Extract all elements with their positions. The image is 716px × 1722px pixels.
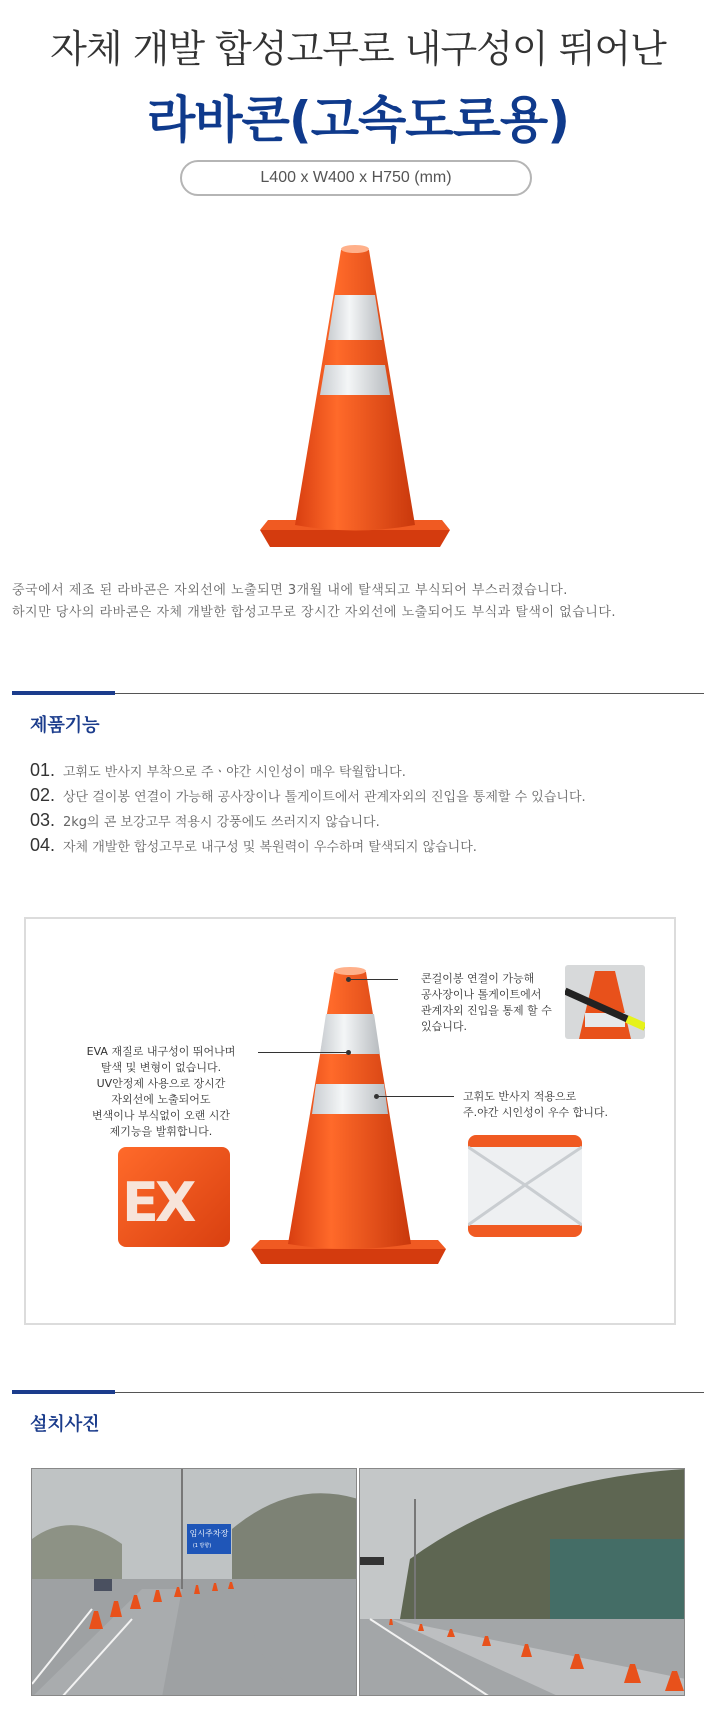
feature-number: 02.	[30, 785, 56, 805]
material-swatch-image	[118, 1147, 230, 1247]
feature-number: 03.	[30, 810, 56, 830]
install-divider	[12, 1392, 704, 1393]
feature-text: 상단 걸이봉 연결이 가능해 공사장이나 톨게이트에서 관계자외의 진입을 통제할 수 있습니다.	[63, 790, 586, 805]
leader-line	[258, 1052, 348, 1053]
install-photo-2	[359, 1468, 685, 1696]
feature-text: 자체 개발한 합성고무로 내구성 및 복원력이 우수하며 탈색되지 않습니다.	[63, 840, 477, 855]
product-title: 라바콘(고속도로용)	[146, 91, 570, 149]
cone-main-image	[250, 240, 460, 560]
feature-diagram	[24, 917, 676, 1325]
feature-number: 01.	[30, 760, 56, 780]
feature-text: 2kg의 콘 보강고무 적용시 강풍에도 쓰러지지 않습니다.	[63, 815, 380, 830]
leader-dot	[374, 1094, 379, 1099]
feature-item	[30, 760, 406, 782]
reflector-swatch-image	[468, 1135, 582, 1237]
hook-callout: 콘걸이봉 연결이 가능해 공사장이나 톨게이트에서 관계자외 진입을 통제 할 수 있습니다.	[421, 972, 552, 1033]
leader-dot	[346, 1050, 351, 1055]
size-spec-badge: L400 x W400 x H750 (mm)	[180, 160, 532, 196]
description-line-2: 하지만 당사의 라바콘은 자체 개발한 합성고무로 장시간 자외선에 노출되어도 부식과 탈색이 없습니다.	[12, 605, 617, 620]
feature-item	[30, 810, 380, 832]
page-headline: 자체 개발 합성고무로 내구성이 뛰어난	[50, 27, 666, 71]
reflector-callout: 고휘도 반사지 적용으로 주.야간 시인성이 우수 합니다.	[463, 1090, 608, 1119]
feature-text: 고휘도 반사지 부착으로 주ㆍ야간 시인성이 매우 탁월합니다.	[63, 765, 406, 780]
feature-item	[30, 835, 477, 857]
description-line-1: 중국에서 제조 된 라바콘은 자외선에 노출되면 3개월 내에 탈색되고 부식되어 부스러졌습니다.	[12, 583, 568, 598]
feature-number: 04.	[30, 835, 56, 855]
eva-material-callout: EVA 재질로 내구성이 뛰어나며 탈색 및 변형이 없습니다. UV안정제 사용으로 장시간 자외선에 노출되어도 변색이나 부식없이 오랜 시간 제기능을 발휘합니다.	[86, 1045, 236, 1138]
sign-text: 임시주차장	[189, 1529, 229, 1538]
sign-subtext: (1 방향)	[192, 1543, 212, 1549]
install-title: 설치사진	[30, 1414, 100, 1435]
leader-line	[376, 1096, 454, 1097]
cone-hook-photo	[565, 965, 645, 1039]
material-mark: EX	[122, 1171, 193, 1234]
leader-line	[348, 979, 398, 980]
feature-item	[30, 785, 586, 807]
product-description	[12, 580, 712, 624]
features-title: 제품기능	[30, 715, 100, 736]
install-photo-1	[31, 1468, 357, 1696]
features-divider	[12, 693, 704, 694]
leader-dot	[346, 977, 351, 982]
